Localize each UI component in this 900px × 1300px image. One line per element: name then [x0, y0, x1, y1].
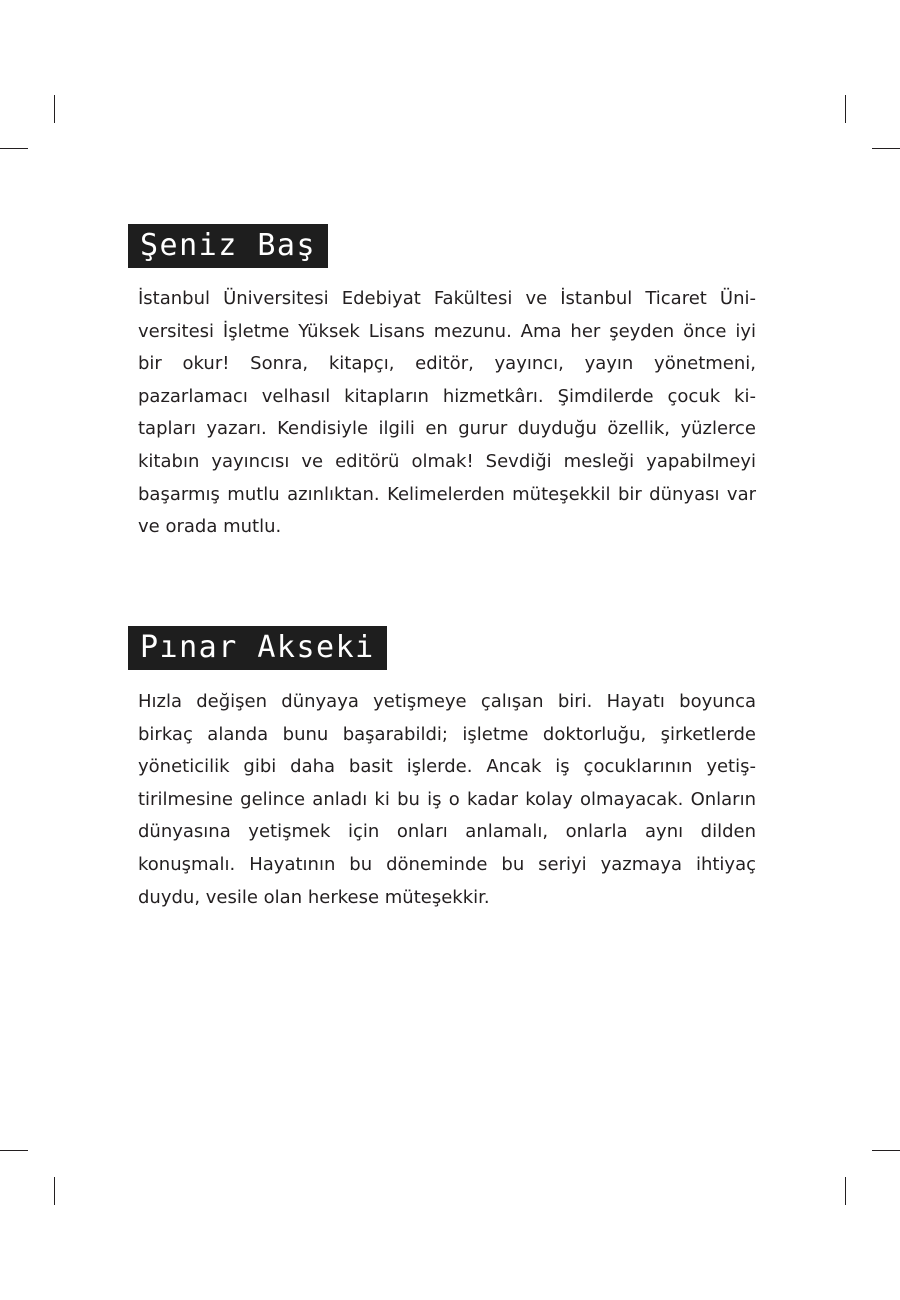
author-name-label: Pınar Akseki — [128, 626, 387, 670]
crop-mark-top-right — [872, 148, 900, 149]
author-name-label: Şeniz Baş — [128, 224, 328, 268]
crop-mark-top-left — [0, 148, 28, 149]
author-bio: İstanbul Üniversitesi Edebiyat Fakültesi ve İstanbul Ticaret Üniversitesi İşletme Yüksek Lisans mezunu. Ama her şeyden önce iyi bir okur! Sonra, kitapçı, editör, yayıncı, yayın yönetmeni, pazarlamacı velhasıl kitapların hizmetkârı. Şimdilerde çocuk kitapları yazarı. Kendisiyle ilgili en gurur duyduğu özellik, yüzlerce kitabın yayıncısı ve editörü olmak! Sevdiği mesleği yapabilmeyi başarmış mutlu azınlıktan. Kelimelerden müteşekkil bir dünyası var ve orada mutlu. — [138, 288, 756, 538]
crop-mark-bottom-left — [54, 1177, 55, 1205]
crop-mark-top-right — [845, 95, 846, 123]
crop-mark-bottom-right — [845, 1177, 846, 1205]
crop-mark-bottom-left — [0, 1150, 28, 1151]
crop-mark-top-left — [54, 95, 55, 123]
crop-mark-bottom-right — [872, 1150, 900, 1151]
author-bio: Hızla değişen dünyaya yetişmeye çalışan biri. Hayatı boyunca birkaç alanda bunu başarabildi; işletme doktorluğu, şirketlerde yöneticilik gibi daha basit işlerde. Ancak iş çocuklarının yetiştirilmesine gelince anladı ki bu iş o kadar kolay olmayacak. Onların dünyasına yetişmek için onları anlamalı, onlarla aynı dilden konuşmalı. Hayatının bu döneminde bu seriyi yazmaya ihtiyaç duydu, vesile olan herkese müteşekkir. — [138, 691, 756, 908]
